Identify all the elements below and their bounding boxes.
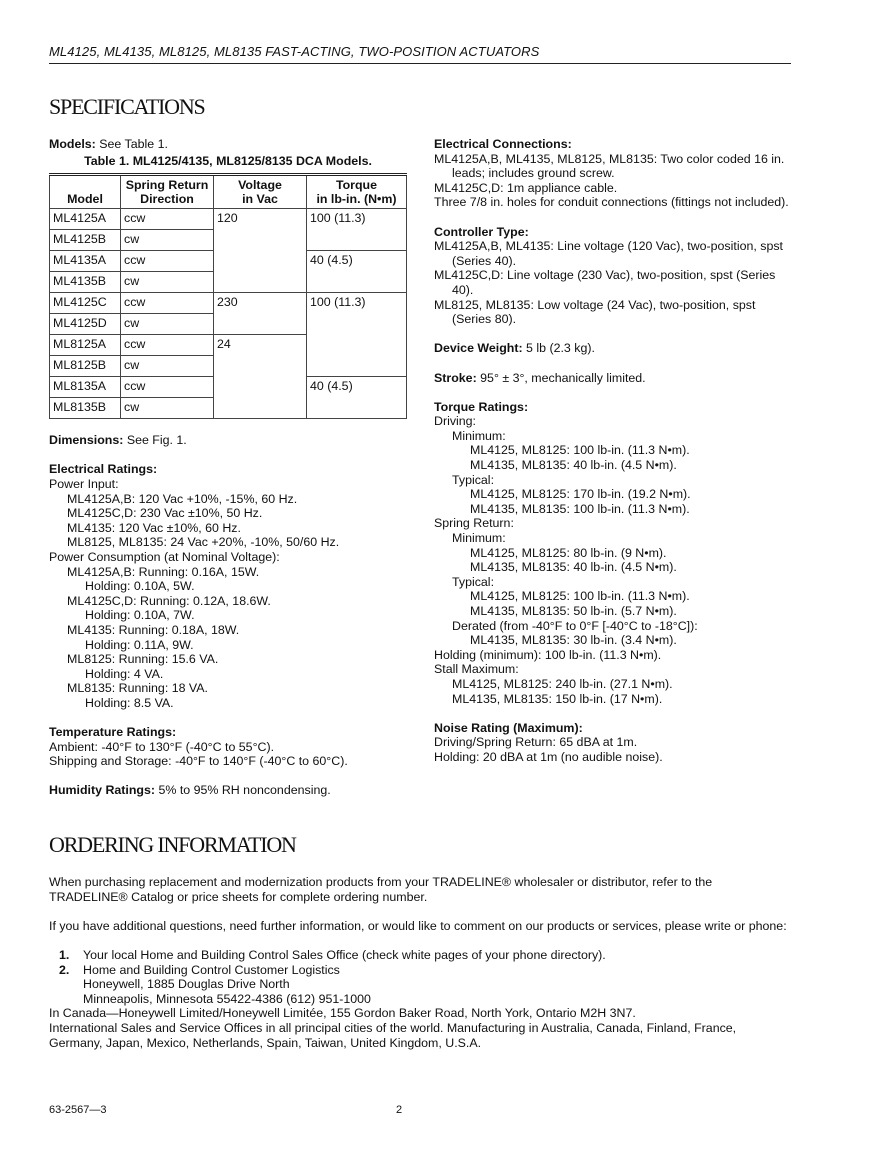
col-header-torque: Torque in lb-in. (N•m): [307, 175, 407, 209]
spec-line: ML4125A,B, ML4135: Line voltage (120 Vac), two-position, spst (Series 40).: [434, 239, 783, 268]
list-text: Home and Building Control Customer Logistics Honeywell, 1885 Douglas Drive North Minneapolis, Minnesota 55422-4386 (612) 951-1000: [83, 962, 371, 1006]
specs-left-column: [49, 137, 409, 798]
direction-cell: cw: [121, 230, 214, 251]
direction-cell: cw: [121, 398, 214, 419]
specifications-heading: SPECIFICATIONS: [49, 94, 205, 119]
running-header: ML4125, ML4135, ML8125, ML8135 FAST-ACTING, TWO-POSITION ACTUATORS: [49, 44, 540, 59]
spec-line: ML4125A,B, ML4135, ML8125, ML8135: Two color coded 16 in. leads; includes ground screw.: [434, 151, 785, 181]
col-header-model: Model: [50, 175, 121, 209]
spec-line: Typical:: [452, 574, 495, 589]
torque-cell: 100 (11.3): [307, 293, 407, 377]
spec-line: Driving/Spring Return: 65 dBA at 1m.: [434, 735, 638, 750]
direction-cell: ccw: [121, 377, 214, 398]
list-number: 2.: [59, 962, 70, 977]
spec-line: Minimum:: [452, 428, 506, 443]
spec-line: Holding: 0.11A, 9W.: [85, 637, 194, 652]
spec-line: ML4125, ML8125: 80 lb-in. (9 N•m).: [470, 545, 667, 560]
spec-line: Holding: 8.5 VA.: [85, 695, 174, 710]
spec-line: Holding: 20 dBA at 1m (no audible noise).: [434, 749, 663, 764]
direction-cell: ccw: [121, 251, 214, 272]
humidity-spec: Humidity Ratings: 5% to 95% RH noncondensing.: [49, 783, 331, 798]
model-cell: ML8125A: [50, 335, 121, 356]
list-item: [49, 948, 791, 963]
spec-line: Stall Maximum:: [434, 662, 519, 677]
spec-line: Ambient: -40°F to 130°F (-40°C to 55°C).: [49, 739, 275, 754]
spec-line: ML4135, ML8135: 50 lb-in. (5.7 N•m).: [470, 604, 677, 618]
spec-line: Derated (from -40°F to 0°F [-40°C to -18°C]):: [452, 618, 698, 633]
spec-line: ML4125, ML8125: 170 lb-in. (19.2 N•m).: [470, 487, 691, 502]
model-cell: ML4125C: [50, 293, 121, 314]
spec-line: ML8135: Running: 18 VA.: [67, 681, 208, 696]
models-spec: Models: See Table 1.: [49, 137, 168, 151]
spec-line: ML4135, ML8135: 30 lb-in. (3.4 N•m).: [470, 633, 677, 648]
spec-line: ML4125C,D: 1m appliance cable.: [434, 180, 618, 195]
voltage-cell: 120: [214, 209, 307, 293]
electrical-ratings-label: Electrical Ratings:: [49, 462, 158, 477]
page-number: 2: [396, 1104, 403, 1116]
spec-line: ML4135, ML8135: 150 lb-in. (17 N•m).: [452, 691, 663, 706]
dimensions-spec: Dimensions: See Fig. 1.: [49, 433, 187, 448]
list-text: Your local Home and Building Control Sales Office (check white pages of your phone directory).: [83, 947, 606, 962]
col-header-voltage: Voltage in Vac: [214, 175, 307, 209]
spec-line: Holding (minimum): 100 lb-in. (11.3 N•m).: [434, 647, 662, 662]
document-number: 63-2567—3: [49, 1104, 107, 1116]
torque-cell: 40 (4.5): [307, 377, 407, 419]
model-cell: ML8125B: [50, 356, 121, 377]
models-table: [49, 173, 407, 419]
spec-line: ML4125, ML8125: 240 lb-in. (27.1 N•m).: [452, 676, 673, 691]
model-cell: ML8135A: [50, 377, 121, 398]
voltage-cell: 24: [214, 335, 307, 419]
voltage-cell: 230: [214, 293, 307, 335]
spec-line: Holding: 0.10A, 5W.: [85, 579, 195, 594]
controller-type-label: Controller Type:: [434, 224, 529, 239]
list-item: [49, 963, 791, 1007]
device-weight-spec: Device Weight: 5 lb (2.3 kg).: [434, 341, 595, 356]
model-cell: ML4135B: [50, 272, 121, 293]
ordering-heading: ORDERING INFORMATION: [49, 832, 296, 857]
list-number: 1.: [59, 947, 70, 962]
spec-line: ML4125C,D: Line voltage (230 Vac), two-position, spst (Series 40).: [434, 268, 776, 297]
stroke-spec: Stroke: 95° ± 3°, mechanically limited.: [434, 370, 646, 385]
direction-cell: cw: [121, 314, 214, 335]
spec-line: Minimum:: [452, 531, 506, 546]
col-header-direction: Spring Return Direction: [121, 175, 214, 209]
electrical-connections-label: Electrical Connections:: [434, 137, 572, 151]
spec-line: Holding: 4 VA.: [85, 666, 164, 681]
specs-right-column: [434, 137, 796, 765]
spec-line: ML4125C,D: 230 Vac ±10%, 50 Hz.: [67, 506, 263, 521]
torque-cell: 40 (4.5): [307, 251, 407, 293]
temperature-ratings-label: Temperature Ratings:: [49, 725, 177, 740]
spec-line: Shipping and Storage: -40°F to 140°F (-40°C to 60°C).: [49, 754, 348, 769]
table-caption: Table 1. ML4125/4135, ML8125/8135 DCA Models.: [84, 153, 372, 168]
spec-line: Three 7/8 in. holes for conduit connections (fittings not included).: [434, 195, 789, 210]
table-header-row: [50, 175, 407, 209]
ordering-paragraph: When purchasing replacement and modernization products from your TRADELINE® wholesaler or distributor, refer to the TRADELINE® Catalog or price sheets for complete ordering number.: [49, 875, 713, 904]
spec-line: Power Input:: [49, 476, 119, 491]
header-rule: [49, 63, 791, 64]
direction-cell: ccw: [121, 293, 214, 314]
ordering-paragraph: If you have additional questions, need further information, or would like to comment on our products or services, please write or phone:: [49, 918, 787, 933]
spec-line: ML4125, ML8125: 100 lb-in. (11.3 N•m).: [470, 589, 690, 604]
spec-line: ML8125, ML8135: Low voltage (24 Vac), two-position, spst (Series 80).: [434, 297, 756, 327]
direction-cell: ccw: [121, 335, 214, 356]
spec-line: Typical:: [452, 472, 495, 487]
spec-line: Power Consumption (at Nominal Voltage):: [49, 549, 280, 564]
spec-line: ML8125: Running: 15.6 VA.: [67, 652, 219, 667]
spec-line: ML4135, ML8135: 100 lb-in. (11.3 N•m).: [470, 501, 690, 516]
spec-line: ML4125A,B: 120 Vac +10%, -15%, 60 Hz.: [67, 491, 298, 506]
spec-line: ML4125C,D: Running: 0.12A, 18.6W.: [67, 593, 271, 608]
torque-ratings-label: Torque Ratings:: [434, 399, 529, 414]
spec-line: ML4135, ML8135: 40 lb-in. (4.5 N•m).: [470, 458, 677, 473]
torque-cell: 100 (11.3): [307, 209, 407, 251]
spec-line: ML4135: 120 Vac ±10%, 60 Hz.: [67, 520, 241, 535]
model-cell: ML4135A: [50, 251, 121, 272]
spec-line: ML8125, ML8135: 24 Vac +20%, -10%, 50/60 Hz.: [67, 535, 340, 550]
direction-cell: cw: [121, 272, 214, 293]
noise-rating-label: Noise Rating (Maximum):: [434, 720, 583, 735]
table-row: [50, 293, 407, 314]
model-cell: ML4125B: [50, 230, 121, 251]
spec-line: Driving:: [434, 414, 476, 429]
model-cell: ML4125A: [50, 209, 121, 230]
canada-contact: In Canada—Honeywell Limited/Honeywell Limitée, 155 Gordon Baker Road, North York, Ontario M2H 3N7.: [49, 1006, 636, 1021]
spec-line: ML4125A,B: Running: 0.16A, 15W.: [67, 564, 260, 579]
table-row: [50, 209, 407, 230]
direction-cell: ccw: [121, 209, 214, 230]
spec-line: ML4135: Running: 0.18A, 18W.: [67, 622, 240, 637]
spec-line: Holding: 0.10A, 7W.: [85, 608, 195, 623]
spec-line: Spring Return:: [434, 516, 514, 531]
model-cell: ML4125D: [50, 314, 121, 335]
direction-cell: cw: [121, 356, 214, 377]
spec-line: ML4135, ML8135: 40 lb-in. (4.5 N•m).: [470, 560, 677, 575]
model-cell: ML8135B: [50, 398, 121, 419]
ordering-info-body: [49, 875, 791, 1050]
spec-line: ML4125, ML8125: 100 lb-in. (11.3 N•m).: [470, 443, 690, 458]
international-contact: International Sales and Service Offices in all principal cities of the world. Manufacturing in Australia, Canada, Finland, France, Germany, Japan, Mexico, Netherlands, Spain, Taiwan, United Kingdom, U.S.A.: [49, 1020, 737, 1050]
